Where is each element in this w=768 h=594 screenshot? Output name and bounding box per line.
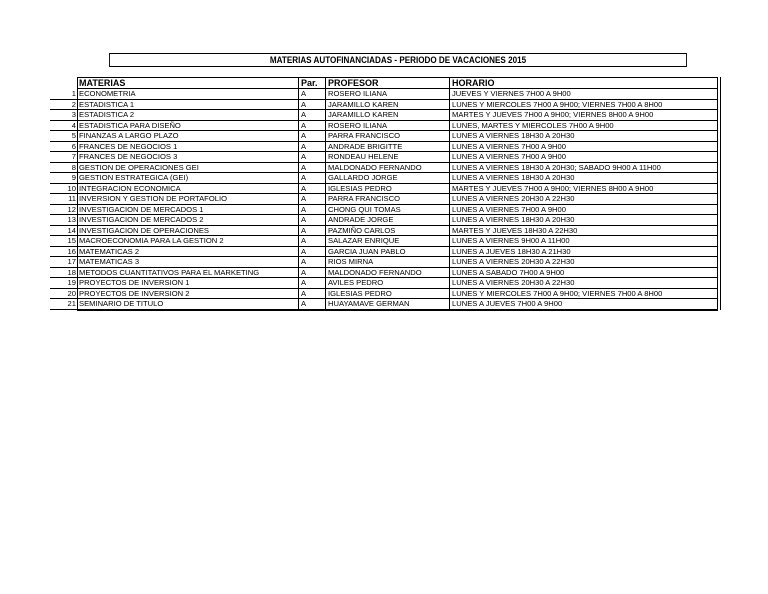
row-horario: LUNES A VIERNES 20H30 A 22H30 bbox=[449, 194, 721, 205]
row-materia: MATEMATICAS 3 bbox=[77, 257, 299, 268]
row-horario: JUEVES Y VIERNES 7H00 A 9H00 bbox=[449, 89, 721, 100]
row-profesor: PARRA FRANCISCO bbox=[325, 194, 451, 205]
row-profesor: ROSERO ILIANA bbox=[325, 89, 451, 100]
row-horario: LUNES A VIERNES 18H30 A 20H30 bbox=[449, 131, 721, 142]
row-profesor: IGLESIAS PEDRO bbox=[325, 289, 451, 300]
row-paralelo: A bbox=[298, 247, 327, 258]
row-horario: LUNES A JUEVES 18H30 A 21H30 bbox=[449, 247, 721, 258]
row-profesor: ANDRADE JORGE bbox=[325, 215, 451, 226]
row-materia: MATEMATICAS 2 bbox=[77, 247, 299, 258]
row-number: 1 bbox=[71, 89, 76, 98]
row-profesor: HUAYAMAVE GERMAN bbox=[325, 299, 451, 310]
row-paralelo: A bbox=[298, 89, 327, 100]
table-row bbox=[50, 131, 718, 142]
row-horario: LUNES A VIERNES 20H30 A 22H30 bbox=[449, 257, 721, 268]
table-row bbox=[50, 184, 718, 195]
row-materia: ESTADISTICA 2 bbox=[77, 110, 299, 121]
row-horario: LUNES, MARTES Y MIERCOLES 7H00 A 9H00 bbox=[449, 121, 721, 132]
row-profesor: PAZMIÑO CARLOS bbox=[325, 226, 451, 237]
table-row bbox=[50, 268, 718, 279]
row-materia: SEMINARIO DE TITULO bbox=[77, 299, 299, 310]
header-par: Par. bbox=[298, 77, 327, 89]
row-number: 16 bbox=[67, 246, 76, 256]
row-materia: PROYECTOS DE INVERSION 2 bbox=[77, 289, 299, 300]
row-paralelo: A bbox=[298, 268, 327, 279]
row-profesor: SALAZAR ENRIQUE bbox=[325, 236, 451, 247]
row-number: 4 bbox=[71, 120, 76, 130]
row-paralelo: A bbox=[298, 100, 327, 111]
row-materia: PROYECTOS DE INVERSION 1 bbox=[77, 278, 299, 289]
row-paralelo: A bbox=[298, 163, 327, 174]
row-materia: ESTADISTICA 1 bbox=[77, 100, 299, 111]
row-profesor: CHONG QUI TOMAS bbox=[325, 205, 451, 216]
row-profesor: PARRA FRANCISCO bbox=[325, 131, 451, 142]
row-materia: GESTION DE OPERACIONES GEI bbox=[77, 163, 299, 174]
row-profesor: JARAMILLO KAREN bbox=[325, 100, 451, 111]
table-row bbox=[50, 100, 718, 111]
table-row bbox=[50, 289, 718, 300]
row-horario: LUNES A VIERNES 7H00 A 9H00 bbox=[449, 205, 721, 216]
row-profesor: GALLARDO JORGE bbox=[325, 173, 451, 184]
row-number: 2 bbox=[71, 99, 76, 109]
row-horario: LUNES A SABADO 7H00 A 9H00 bbox=[449, 268, 721, 279]
table-row bbox=[50, 226, 718, 237]
table-row bbox=[50, 173, 718, 184]
row-paralelo: A bbox=[298, 110, 327, 121]
row-number: 14 bbox=[67, 225, 76, 235]
row-number: 15 bbox=[67, 236, 76, 245]
row-number: 17 bbox=[67, 257, 76, 266]
row-profesor: RONDEAU HELENE bbox=[325, 152, 451, 163]
row-materia: FINANZAS A LARGO PLAZO bbox=[77, 131, 299, 142]
table-row bbox=[50, 142, 718, 153]
row-profesor: ROSERO ILIANA bbox=[325, 121, 451, 132]
row-paralelo: A bbox=[298, 289, 327, 300]
table-row bbox=[50, 121, 718, 132]
row-horario: MARTES Y JUEVES 7H00 A 9H00; VIERNES 8H00 A 9H00 bbox=[449, 110, 721, 121]
schedule-table bbox=[50, 77, 718, 310]
row-paralelo: A bbox=[298, 299, 327, 310]
row-horario: LUNES A VIERNES 7H00 A 9H00 bbox=[449, 142, 721, 153]
row-horario: LUNES A VIERNES 18H30 A 20H30 bbox=[449, 173, 721, 184]
table-row bbox=[50, 89, 718, 100]
table-row bbox=[50, 299, 718, 310]
row-number: 10 bbox=[67, 183, 76, 193]
row-paralelo: A bbox=[298, 278, 327, 289]
row-profesor: JARAMILLO KAREN bbox=[325, 110, 451, 121]
row-number: 21 bbox=[67, 299, 76, 308]
row-paralelo: A bbox=[298, 236, 327, 247]
header-materias: MATERIAS bbox=[77, 77, 299, 89]
row-materia: FRANCES DE NEGOCIOS 3 bbox=[77, 152, 299, 163]
table-header-row bbox=[50, 77, 718, 89]
row-horario: LUNES A VIERNES 9H00 A 11H00 bbox=[449, 236, 721, 247]
table-row bbox=[50, 110, 718, 121]
row-paralelo: A bbox=[298, 152, 327, 163]
row-number: 11 bbox=[68, 194, 76, 203]
row-number: 9 bbox=[71, 173, 76, 182]
row-materia: ESTADISTICA PARA DISEÑO bbox=[77, 121, 299, 132]
row-number: 5 bbox=[71, 131, 76, 140]
row-materia: INVESTIGACION DE MERCADOS 2 bbox=[77, 215, 299, 226]
row-paralelo: A bbox=[298, 184, 327, 195]
row-horario: LUNES A VIERNES 7H00 A 9H00 bbox=[449, 152, 721, 163]
row-materia: INTEGRACION ECONOMICA bbox=[77, 184, 299, 195]
document-title-text: MATERIAS AUTOFINANCIADAS - PERIODO DE VACACIONES 2015 bbox=[269, 55, 527, 65]
row-number: 12 bbox=[67, 204, 76, 214]
row-horario: LUNES Y MIERCOLES 7H00 A 9H00; VIERNES 7H00 A 8H00 bbox=[449, 289, 721, 300]
row-paralelo: A bbox=[298, 131, 327, 142]
row-materia: FRANCES DE NEGOCIOS 1 bbox=[77, 142, 299, 153]
row-horario: MARTES Y JUEVES 7H00 A 9H00; VIERNES 8H00 A 9H00 bbox=[449, 184, 721, 195]
row-number: 6 bbox=[71, 141, 76, 151]
row-profesor: IGLESIAS PEDRO bbox=[325, 184, 451, 195]
row-materia: INVERSION Y GESTION DE PORTAFOLIO bbox=[77, 194, 299, 205]
row-horario: MARTES Y JUEVES 18H30 A 22H30 bbox=[449, 226, 721, 237]
table-body bbox=[50, 89, 718, 310]
row-paralelo: A bbox=[298, 121, 327, 132]
table-row bbox=[50, 257, 718, 268]
row-profesor: RIOS MIRNA bbox=[325, 257, 451, 268]
row-number: 3 bbox=[71, 110, 76, 119]
row-paralelo: A bbox=[298, 215, 327, 226]
row-number: 18 bbox=[67, 267, 76, 277]
header-profesor: PROFESOR bbox=[325, 77, 451, 89]
row-profesor: ANDRADE BRIGITTE bbox=[325, 142, 451, 153]
document-title bbox=[109, 53, 687, 67]
row-horario: LUNES A JUEVES 7H00 A 9H00 bbox=[449, 299, 721, 310]
table-row bbox=[50, 278, 718, 289]
row-number: 7 bbox=[71, 152, 76, 161]
table-row bbox=[50, 194, 718, 205]
row-horario: LUNES A VIERNES 18H30 A 20H30; SABADO 9H00 A 11H00 bbox=[449, 163, 721, 174]
row-paralelo: A bbox=[298, 205, 327, 216]
row-materia: INVESTIGACION DE OPERACIONES bbox=[77, 226, 299, 237]
table-row bbox=[50, 215, 718, 226]
header-num-cell bbox=[50, 77, 76, 89]
row-profesor: MALDONADO FERNANDO bbox=[325, 163, 451, 174]
row-horario: LUNES A VIERNES 20H30 A 22H30 bbox=[449, 278, 721, 289]
row-materia: METODOS CUANTITATIVOS PARA EL MARKETING bbox=[77, 268, 299, 279]
row-profesor: GARCIA JUAN PABLO bbox=[325, 247, 451, 258]
row-number: 20 bbox=[67, 288, 76, 298]
table-row bbox=[50, 163, 718, 174]
row-materia: MACROECONOMIA PARA LA GESTION 2 bbox=[77, 236, 299, 247]
table-row bbox=[50, 205, 718, 216]
row-number: 19 bbox=[67, 278, 76, 287]
row-horario: LUNES Y MIERCOLES 7H00 A 9H00; VIERNES 7H00 A 8H00 bbox=[449, 100, 721, 111]
table-row bbox=[50, 152, 718, 163]
row-materia: INVESTIGACION DE MERCADOS 1 bbox=[77, 205, 299, 216]
row-paralelo: A bbox=[298, 194, 327, 205]
row-paralelo: A bbox=[298, 226, 327, 237]
row-paralelo: A bbox=[298, 173, 327, 184]
row-profesor: MALDONADO FERNANDO bbox=[325, 268, 451, 279]
table-row bbox=[50, 247, 718, 258]
table-row bbox=[50, 236, 718, 247]
row-profesor: AVILES PEDRO bbox=[325, 278, 451, 289]
row-paralelo: A bbox=[298, 257, 327, 268]
header-horario: HORARIO bbox=[449, 77, 721, 89]
row-materia: ECONOMETRIA bbox=[77, 89, 299, 100]
row-paralelo: A bbox=[298, 142, 327, 153]
row-materia: GESTION ESTRATEGICA (GEI) bbox=[77, 173, 299, 184]
row-number: 8 bbox=[71, 162, 76, 172]
row-number: 13 bbox=[67, 215, 76, 224]
row-horario: LUNES A VIERNES 18H30 A 20H30 bbox=[449, 215, 721, 226]
